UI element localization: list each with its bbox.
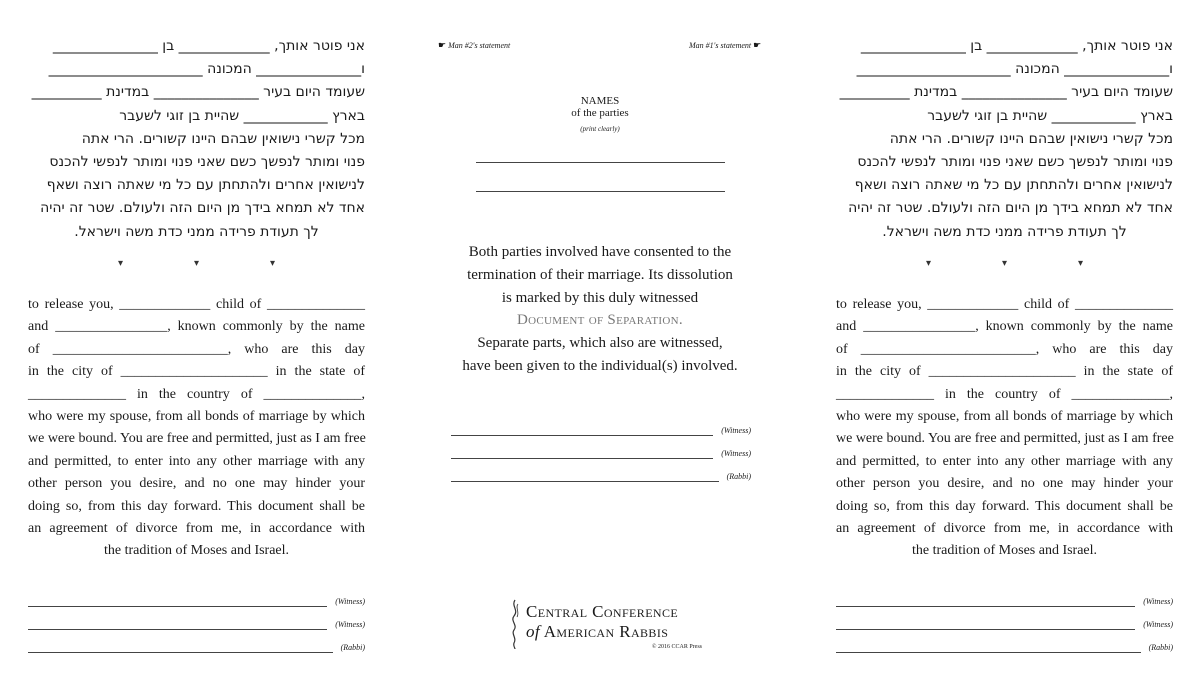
rabbi-signature-line[interactable] <box>451 471 719 482</box>
english-line: and permitted, to enter into any other marriage with any <box>836 453 1173 469</box>
left-statement-panel <box>28 0 365 697</box>
witness-signature-line[interactable] <box>836 596 1135 607</box>
name-line-1[interactable] <box>476 161 725 163</box>
rabbi-signature-line[interactable] <box>836 642 1141 653</box>
consent-line: have been given to the individual(s) involved. <box>462 357 738 374</box>
english-line: an agreement of divorce from me, in accordance with <box>28 521 365 537</box>
witness-signature-line[interactable] <box>451 448 713 459</box>
english-line: an agreement of divorce from me, in accordance with <box>836 521 1173 537</box>
hebrew-line: שעומד היום בעיר _______________ במדינת __________ <box>31 84 365 101</box>
english-line: ______________ in the country of ______________, <box>28 386 365 402</box>
english-line: we were bound. You are free and permitted, just as I am free <box>836 431 1174 447</box>
man-2-label-text: Man #2's statement <box>448 41 511 50</box>
rabbi-row <box>451 465 751 488</box>
english-line: we were bound. You are free and permitted, just as I am free <box>28 431 366 447</box>
english-line: doing so, from this day forward. This document shall be <box>836 498 1173 514</box>
triangle-mark-icon: ▾ <box>1002 258 1008 269</box>
english-line: of _________________________, who are this day <box>28 341 365 357</box>
witness-signature-line[interactable] <box>451 425 713 436</box>
hebrew-line: מכל קשרי נישואין שבהם היינו קשורים. הרי אתה <box>889 130 1173 147</box>
english-line: doing so, from this day forward. This document shall be <box>28 498 365 514</box>
english-line: to release you, _____________ child of ______________ <box>28 297 365 312</box>
consent-line: is marked by this duly witnessed <box>501 289 699 306</box>
hebrew-statement <box>28 35 365 244</box>
pointing-hand-icon: ☛ <box>753 40 762 50</box>
signature-label: (Witness) <box>721 449 751 458</box>
logo-of: of <box>526 622 541 641</box>
signature-label: (Rabbi) <box>1148 643 1173 652</box>
signature-label: (Witness) <box>721 426 751 435</box>
hebrew-line: בארץ ____________ שהיית בן זוגי לשעבר <box>119 107 365 124</box>
logo-line-2 <box>526 622 668 642</box>
triangle-mark-icon: ▾ <box>270 258 276 269</box>
right-statement-panel <box>836 0 1173 697</box>
center-signature-block <box>451 419 751 488</box>
names-heading <box>400 95 800 135</box>
man-1-statement-label <box>689 40 761 51</box>
english-line: other person you desire, and no one may hinder your <box>28 476 365 492</box>
name-line-2[interactable] <box>476 190 725 192</box>
english-line: of _________________________, who are this day <box>836 341 1173 357</box>
witness-signature-line[interactable] <box>28 596 327 607</box>
rabbi-signature-line[interactable] <box>28 642 333 653</box>
triangle-mark-icon: ▾ <box>118 258 124 269</box>
hebrew-line: פנוי ומותר לנפשך כשם שאני פנוי ומותר לנפשי להכנס <box>857 154 1173 171</box>
signature-label: (Witness) <box>335 597 365 606</box>
witness-2-row <box>451 442 751 465</box>
pointing-hand-icon: ☛ <box>438 40 447 50</box>
document-title: Document of Separation. <box>517 312 683 329</box>
signature-block <box>28 590 365 659</box>
names-hint: (print clearly) <box>580 125 620 133</box>
english-line: ______________ in the country of ______________, <box>836 386 1173 402</box>
hebrew-line: ו_______________ המכונה ______________________ <box>856 61 1173 78</box>
english-statement <box>836 294 1173 563</box>
copyright: © 2016 CCAR Press <box>651 644 702 650</box>
english-line: and permitted, to enter into any other marriage with any <box>28 453 365 469</box>
english-line: the tradition of Moses and Israel. <box>103 543 290 559</box>
hebrew-line: בארץ ____________ שהיית בן זוגי לשעבר <box>927 107 1173 124</box>
consent-line: Both parties involved have consented to the <box>468 244 732 260</box>
rabbi-row <box>836 636 1173 659</box>
english-line: other person you desire, and no one may hinder your <box>836 476 1173 492</box>
hebrew-line: מכל קשרי נישואין שבהם היינו קשורים. הרי אתה <box>81 130 365 147</box>
consent-line: Separate parts, which also are witnessed, <box>477 335 723 352</box>
english-line: in the city of _____________________ in the state of <box>28 364 365 380</box>
consent-line: termination of their marriage. Its dissolution <box>467 266 733 283</box>
hebrew-line: לך תעודת פרידה ממני כדת משה וישראל. <box>882 223 1127 240</box>
man-2-statement-label <box>438 40 510 51</box>
flame-logo-icon <box>508 598 522 650</box>
hebrew-line: אחד לא תמחא בידך מן היום הזה ולעולם. שטר זה יהיה <box>848 200 1173 217</box>
english-statement <box>28 294 365 563</box>
triangle-mark-icon: ▾ <box>194 258 200 269</box>
consent-paragraph <box>400 241 800 378</box>
hebrew-line: ו_______________ המכונה ______________________ <box>48 61 365 78</box>
separator-marks <box>118 258 278 274</box>
signature-label: (Witness) <box>1143 597 1173 606</box>
ccar-logo <box>508 598 708 658</box>
english-line: the tradition of Moses and Israel. <box>911 543 1098 559</box>
witness-2-row <box>28 613 365 636</box>
english-line: to release you, _____________ child of ______________ <box>836 297 1173 312</box>
logo-line-1: Central Conference <box>526 602 679 621</box>
english-line: who were my spouse, from all bonds of marriage by which <box>28 409 365 425</box>
triangle-mark-icon: ▾ <box>1078 258 1084 269</box>
hebrew-line: אני פוטר אותך, _____________ בן _______________ <box>860 38 1173 54</box>
hebrew-line: אני פוטר אותך, _____________ בן _______________ <box>52 38 365 54</box>
hebrew-statement <box>836 35 1173 244</box>
english-line: in the city of _____________________ in the state of <box>836 364 1173 380</box>
witness-1-row <box>451 419 751 442</box>
man-1-label-text: Man #1's statement <box>689 41 752 50</box>
hebrew-line: פנוי ומותר לנפשך כשם שאני פנוי ומותר לנפשי להכנס <box>49 154 365 171</box>
triangle-mark-icon: ▾ <box>926 258 932 269</box>
rabbi-row <box>28 636 365 659</box>
hebrew-line: לנישואין אחרים ולהתחתן עם כל מי שאתה רוצה ושאף <box>46 177 365 194</box>
witness-1-row <box>836 590 1173 613</box>
hebrew-line: לך תעודת פרידה ממני כדת משה וישראל. <box>74 223 319 240</box>
signature-label: (Rabbi) <box>726 472 751 481</box>
names-title: NAMES <box>580 95 620 107</box>
english-line: who were my spouse, from all bonds of marriage by which <box>836 409 1173 425</box>
witness-2-row <box>836 613 1173 636</box>
witness-signature-line[interactable] <box>28 619 327 630</box>
signature-label: (Witness) <box>1143 620 1173 629</box>
logo-line-2-text: American Rabbis <box>543 622 669 641</box>
hebrew-line: שעומד היום בעיר _______________ במדינת __________ <box>839 84 1173 101</box>
english-line: and ________________, known commonly by the name <box>836 319 1173 335</box>
hebrew-line: לנישואין אחרים ולהתחתן עם כל מי שאתה רוצה ושאף <box>854 177 1173 194</box>
english-line: and ________________, known commonly by the name <box>28 319 365 335</box>
signature-block <box>836 590 1173 659</box>
center-panel <box>400 0 800 697</box>
names-subtitle: of the parties <box>571 107 629 119</box>
hebrew-line: אחד לא תמחא בידך מן היום הזה ולעולם. שטר זה יהיה <box>40 200 365 217</box>
witness-1-row <box>28 590 365 613</box>
separator-marks <box>926 258 1086 274</box>
signature-label: (Witness) <box>335 620 365 629</box>
signature-label: (Rabbi) <box>340 643 365 652</box>
witness-signature-line[interactable] <box>836 619 1135 630</box>
